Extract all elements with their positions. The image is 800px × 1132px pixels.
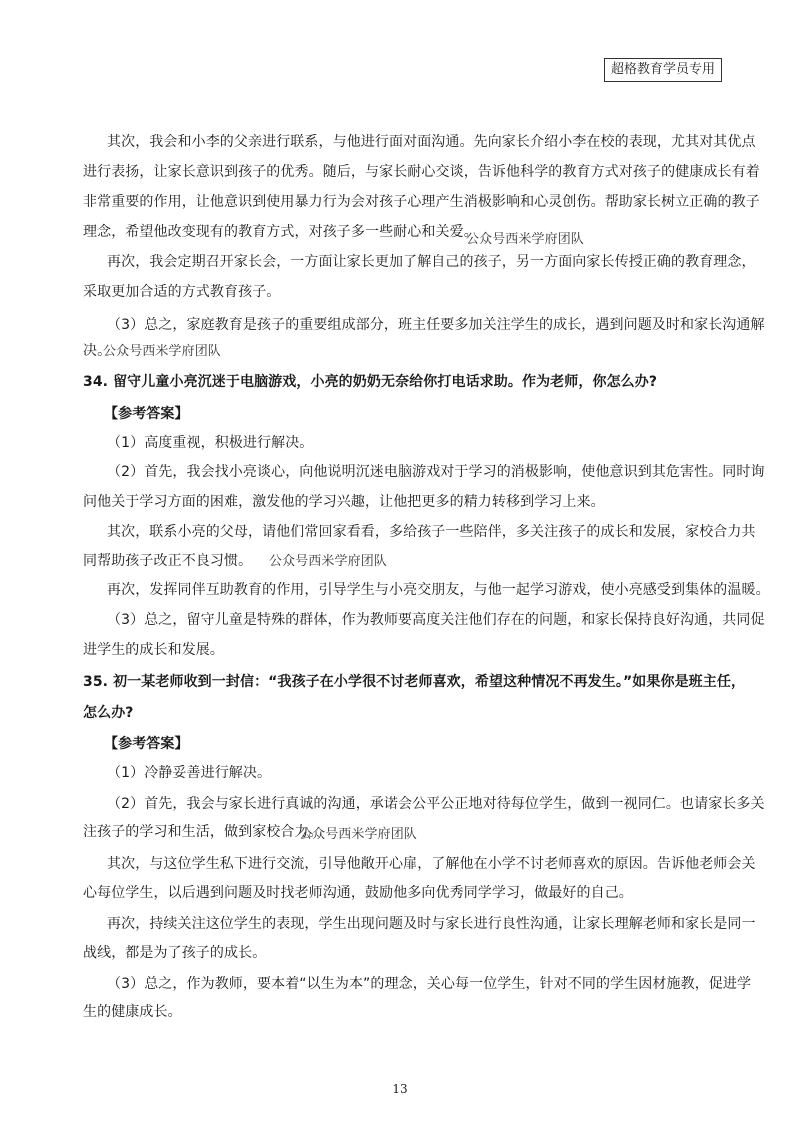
- paragraph-line: 非常重要的作用，让他意识到使用暴力行为会对孩子心理产生消极影响和心灵创伤。帮助家长树立正确的教子: [83, 194, 760, 210]
- watermark: 公众号西米学府团队: [299, 827, 417, 842]
- paragraph-line: 再次，我会定期召开家长会，一方面让家长更加了解自己的孩子，另一方面向家长传授正确的教育理念，: [107, 254, 756, 270]
- paragraph-line: （3）总之，家庭教育是孩子的重要组成部分，班主任要多加关注学生的成长，遇到问题及时和家长沟通解: [107, 317, 765, 333]
- paragraph-line: 心每位学生，以后遇到问题及时找老师沟通，鼓励他多向优秀同学学习，做最好的自己。: [83, 885, 633, 901]
- paragraph-line: （2）首先，我会与家长进行真诚的沟通，承诺会公平公正地对待每位学生，做到一视同仁。也请家长多关: [107, 796, 765, 812]
- header-badge: 超格教育学员专用: [604, 58, 722, 82]
- paragraph-line: （1）冷静妥善进行解决。: [107, 765, 272, 781]
- answer-label: 【参考答案】: [104, 406, 189, 422]
- watermark: 公众号西米学府团队: [103, 344, 221, 359]
- paragraph-line: （3）总之，作为教师，要本着“以生为本”的理念，关心每一位学生，针对不同的学生因材施教，促进学: [107, 976, 752, 992]
- paragraph-line: 进行表扬，让家长意识到孩子的优秀。随后，与家长耐心交谈，告诉他科学的教育方式对孩子的健康成长有着: [83, 164, 760, 180]
- paragraph-line: 问他关于学习方面的困难，激发他的学习兴趣，让他把更多的精力转移到学习上来。: [83, 494, 605, 510]
- paragraph-line: （2）首先，我会找小亮谈心，向他说明沉迷电脑游戏对于学习的消极影响，使他意识到其危害性。同时询: [107, 464, 765, 480]
- watermark: 公众号西米学府团队: [269, 554, 387, 569]
- paragraph-line: 同帮助孩子改正不良习惯。: [83, 553, 253, 569]
- paragraph-line: （3）总之，留守儿童是特殊的群体，作为教师要高度关注他们存在的问题，和家长保持良好沟通，共同促: [107, 612, 765, 628]
- paragraph-line: 其次，我会和小李的父亲进行联系，与他进行面对面沟通。先向家长介绍小李在校的表现，尤其对其优点: [107, 134, 756, 150]
- paragraph-line: 生的健康成长。: [83, 1004, 182, 1020]
- paragraph-line: 战线，都是为了孩子的成长。: [83, 945, 267, 961]
- question-title: 怎么办?: [83, 705, 134, 721]
- answer-label: 【参考答案】: [104, 736, 189, 752]
- paragraph-line: 注孩子的学习和生活，做到家校合力。: [83, 824, 323, 840]
- paragraph-line: 其次，联系小亮的父母，请他们常回家看看，多给孩子一些陪伴，多关注孩子的成长和发展，家校合力共: [107, 524, 756, 540]
- question-title: 35. 初一某老师收到一封信：“我孩子在小学很不讨老师喜欢，希望这种情况不再发生。”如果你是班主任，: [83, 674, 746, 690]
- paragraph-line: 理念，希望他改变现有的教育方式，对孩子多一些耐心和关爱。: [83, 224, 478, 240]
- paragraph-line: 其次，与这位学生私下进行交流，引导他敞开心扉，了解他在小学不讨老师喜欢的原因。告诉他老师会关: [107, 856, 756, 872]
- paragraph-line: 采取更加合适的方式教育孩子。: [83, 284, 281, 300]
- paragraph-line: 决。: [83, 343, 112, 359]
- paragraph-line: （1）高度重视，积极进行解决。: [107, 435, 314, 451]
- paragraph-line: 再次，发挥同伴互助教育的作用，引导学生与小亮交朋友，与他一起学习游戏，使小亮感受到集体的温暖。: [107, 582, 770, 598]
- watermark: 公众号西米学府团队: [466, 232, 584, 247]
- paragraph-line: 进学生的成长和发展。: [83, 642, 224, 658]
- question-title: 34. 留守儿童小亮沉迷于电脑游戏，小亮的奶奶无奈给你打电话求助。作为老师，你怎么办?: [83, 374, 658, 390]
- paragraph-line: 再次，持续关注这位学生的表现，学生出现问题及时与家长进行良性沟通，让家长理解老师和家长是同一: [107, 916, 756, 932]
- page-number: 13: [392, 1082, 408, 1096]
